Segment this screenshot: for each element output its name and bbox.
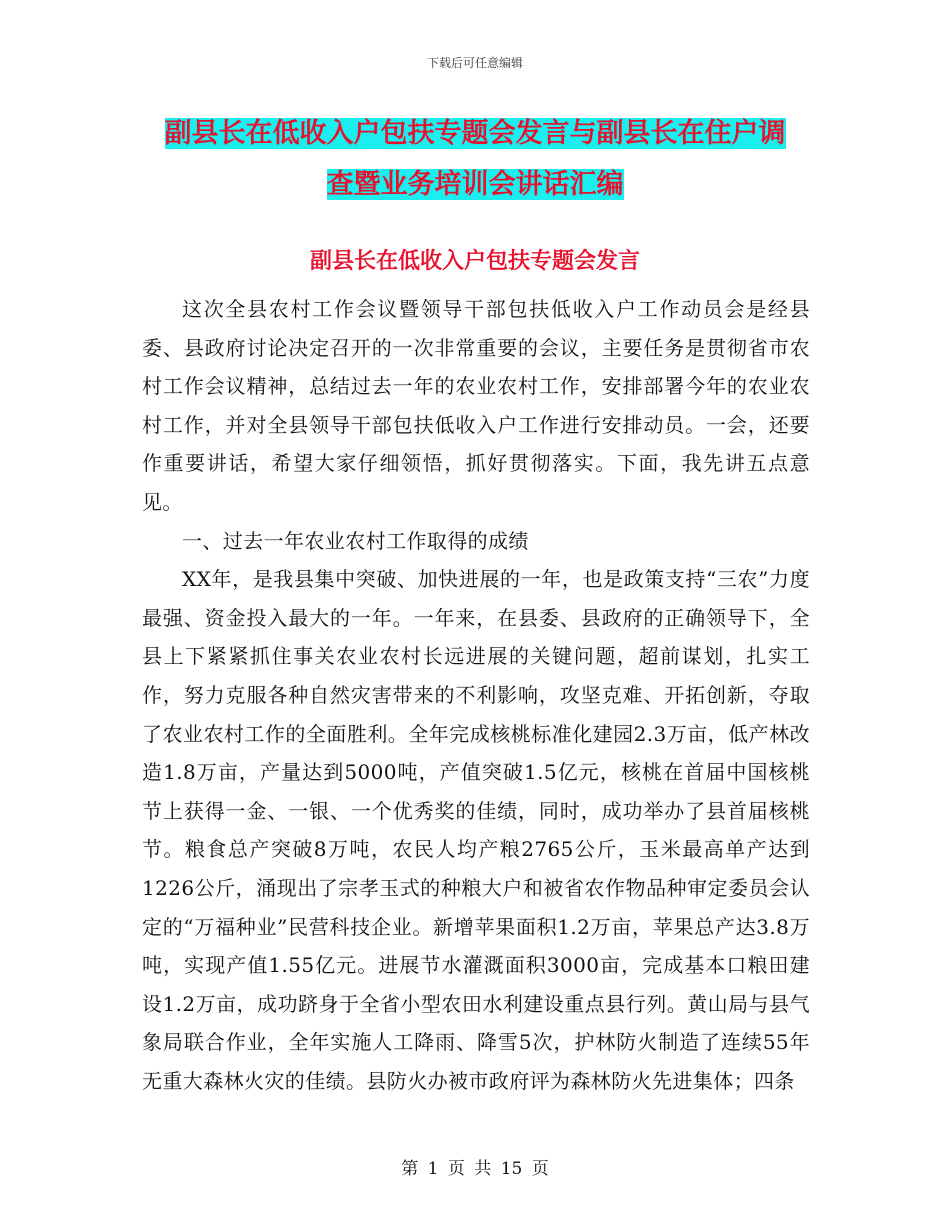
document-title-line-1: 副县长在低收入户包扶专题会发言与副县长在住户调 bbox=[164, 118, 786, 149]
paragraph-subheading: 一、过去一年农业农村工作取得的成绩 bbox=[182, 528, 529, 553]
document-title-line-2: 查暨业务培训会讲话汇编 bbox=[326, 169, 624, 200]
document-body bbox=[142, 290, 810, 1100]
page-header-note: 下载后可任意编辑 bbox=[426, 56, 523, 70]
document-title bbox=[140, 108, 810, 210]
paragraph-achievements: XX年，是我县集中突破、加快进展的一年，也是政策支持“三农”力度最强、资金投入最大的一年。一年来，在县委、县政府的正确领导下，全县上下紧紧抓住事关农业农村长远进展的关键问题，超前谋划，扎实工作，努力克服各种自然灾害带来的不利影响，攻坚克难、开拓创新，夺取了农业农村工作的全面胜利。全年完成核桃标准化建园2.3万亩，低产林改造1.8万亩，产量达到5000吨，产值突破1.5亿元，核桃在首届中国核桃节上获得一金、一银、一个优秀奖的佳绩，同时，成功举办了县首届核桃节。粮食总产突破8万吨，农民人均产粮2765公斤，玉米最高单产达到1226公斤，涌现出了宗孝玉式的种粮大户和被省农作物品种审定委员会认定的“万福种业”民营科技企业。新增苹果面积1.2万亩，苹果总产达3.8万吨，实现产值1.55亿元。进展节水灌溉面积3000亩，完成基本口粮田建设1.2万亩，成功跻身于全省小型农田水利建设重点县行列。黄山局与县气象局联合作业，全年实施人工降雨、降雪5次，护林防火制造了连续55年无重大森林火灾的佳绩。县防火办被市政府评为森林防火先进集体；四条 bbox=[142, 567, 810, 1093]
paragraph-intro: 这次全县农村工作会议暨领导干部包扶低收入户工作动员会是经县委、县政府讨论决定召开的一次非常重要的会议，主要任务是贯彻省市农村工作会议精神，总结过去一年的农业农村工作，安排部署今年的农业农村工作，并对全县领导干部包扶低收入户工作进行安排动员。一会，还要作重要讲话，希望大家仔细领悟，抓好贯彻落实。下面，我先讲五点意见。 bbox=[142, 297, 810, 514]
page-number: 第 1 页 共 15 页 bbox=[401, 1159, 549, 1179]
section-heading: 副县长在低收入户包扶专题会发言 bbox=[309, 249, 640, 274]
